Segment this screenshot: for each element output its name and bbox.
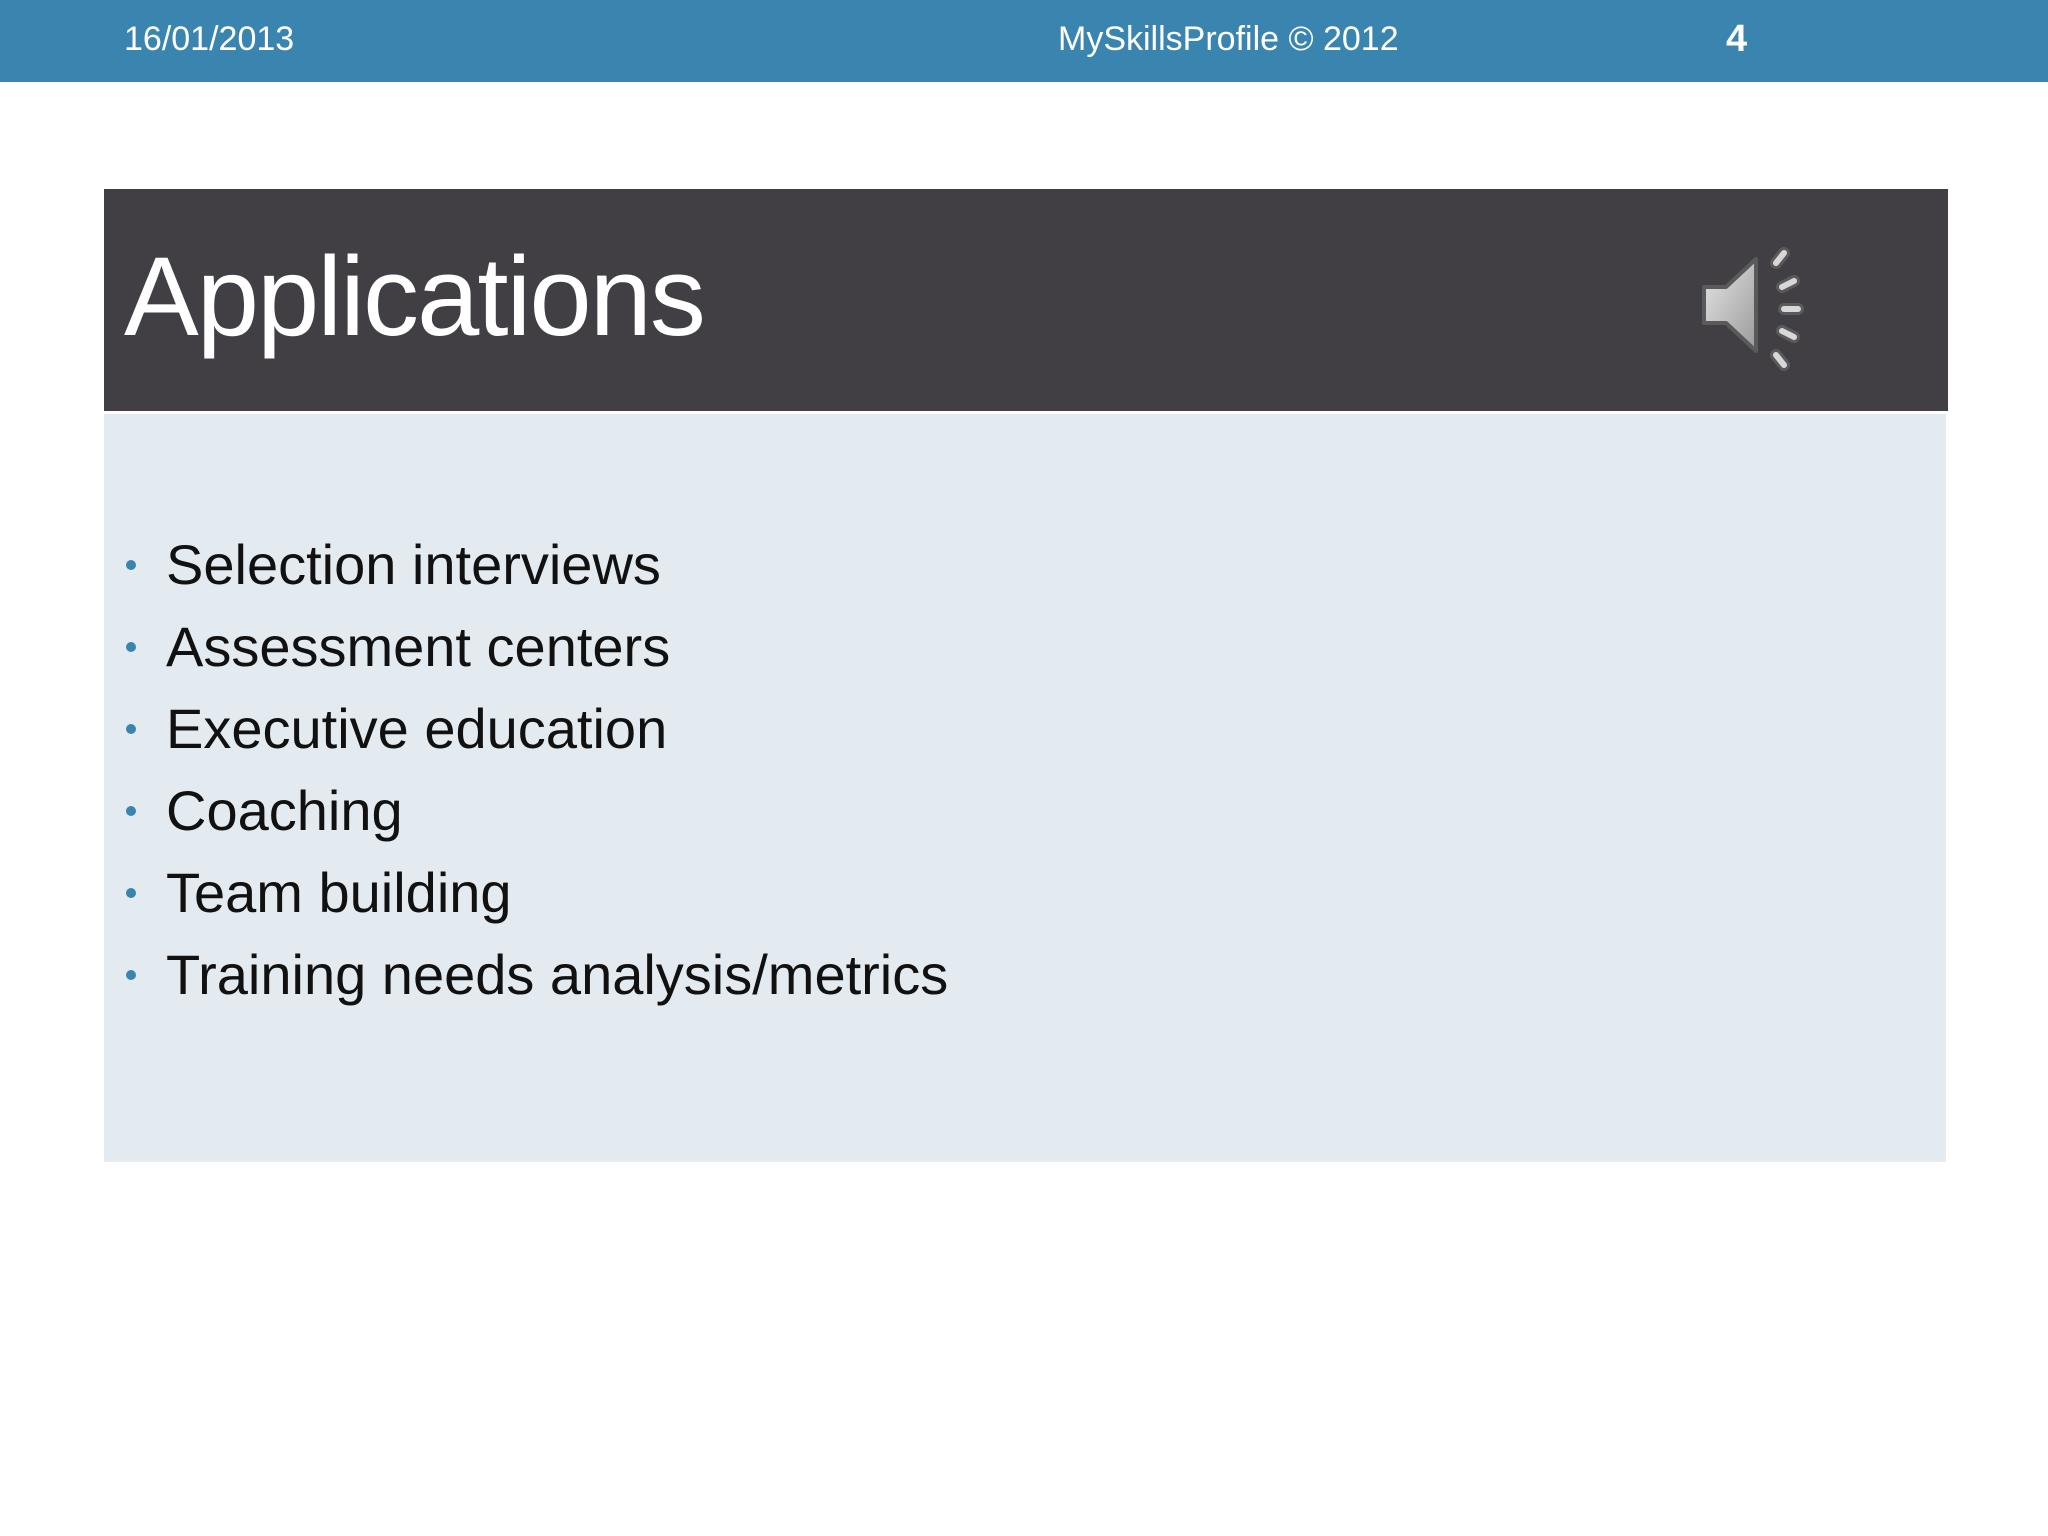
bullet-icon	[126, 560, 136, 570]
list-item	[104, 524, 948, 606]
bullet-icon	[126, 806, 136, 816]
list-item	[104, 852, 948, 934]
bullet-icon	[126, 888, 136, 898]
list-item	[104, 688, 948, 770]
list-item	[104, 770, 948, 852]
content-box	[104, 414, 1946, 1162]
list-item	[104, 934, 948, 1016]
list-item	[104, 606, 948, 688]
list-item-text: Assessment centers	[166, 615, 671, 678]
bullet-icon	[126, 642, 136, 652]
slide-footer: MySkillsProfile © 2012	[1058, 20, 1399, 58]
list-item-text: Executive education	[166, 697, 668, 760]
bullet-icon	[126, 970, 136, 980]
bullet-icon	[126, 724, 136, 734]
header-bar	[0, 0, 2048, 82]
title-band	[104, 189, 1948, 411]
list-item-text: Training needs analysis/metrics	[166, 943, 949, 1006]
list-item-text: Team building	[166, 861, 512, 924]
slide-number: 4	[1726, 18, 1748, 60]
slide-date: 16/01/2013	[124, 20, 295, 58]
list-item-text: Selection interviews	[166, 533, 661, 596]
bullet-list	[104, 524, 948, 1016]
slide-title: Applications	[124, 234, 704, 359]
list-item-text: Coaching	[166, 779, 403, 842]
speaker-icon[interactable]	[1684, 235, 1824, 375]
